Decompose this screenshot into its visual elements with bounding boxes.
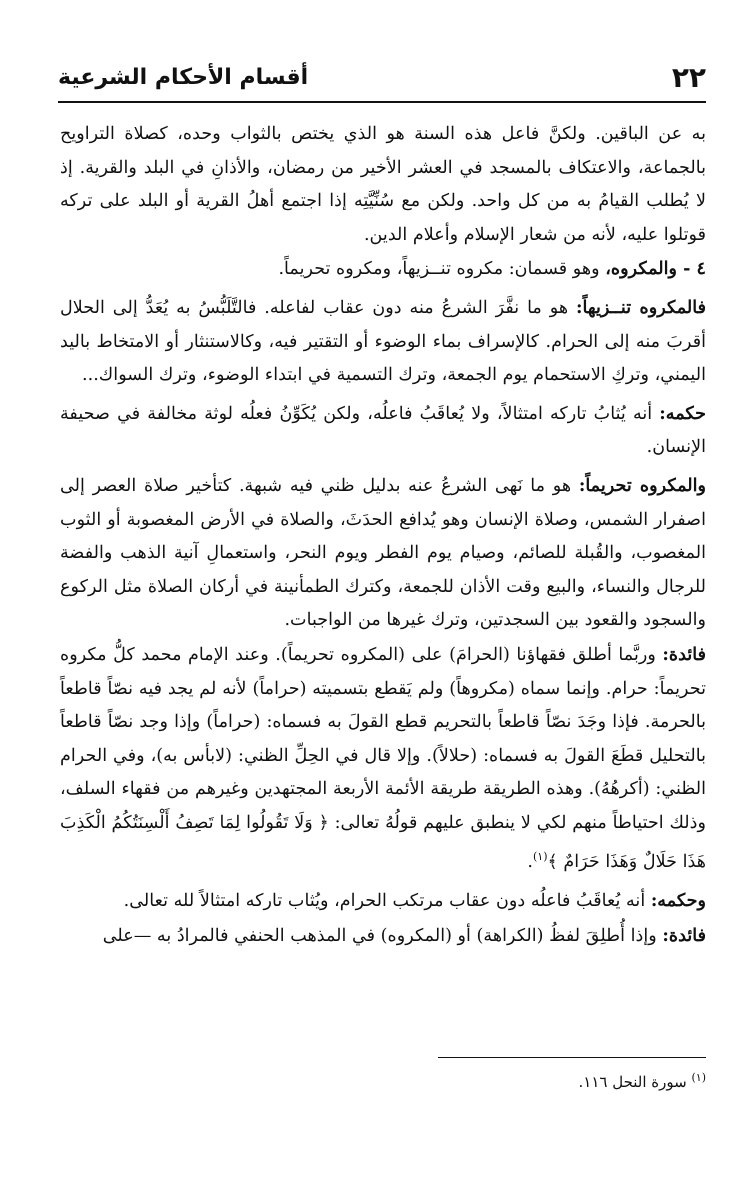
footnote-marker: (١) [691,1071,706,1084]
section-term: ٤ - والمكروه، [605,258,706,280]
paragraph: فالمكروه تنــزيهاً: هو ما نفَّرَ الشرعُ منه دون عقاب لفاعله. فالتَّلَبُّسُ به يُعَدُّ إلى الحلال أقربَ منه إلى الحرام. كالإسراف بماء الوضوء أو التقتير فيه، وكالاستنثار أو الامتخاط باليد اليمني، وتركِ الاستحمام يوم الجمعة، وترك التسمية في ابتداء الوضوء، وترك السواك... [60,296,706,386]
paragraph: والمكروه تحريماً: هو ما نَهى الشرعُ عنه بدليل ظني فيه شبهة. كتأخير صلاة العصر إلى اصفرار الشمس، وصلاة الإنسان وهو يُدافع الحدَثَ، والصلاة في الأرض المغصوبة أو الثوب المغصوب، والقُبلة للصائم، وصيام يوم الفطر ويوم النحر، واستعمالِ آنية الذهب والفضة للرجال والنساء، والبيع وقت الأذان للجمعة، وكترك الطمأنينة في أركان الصلاة مثل الركوع والسجود والقعود بين السجدتين، وترك غيرها من الواجبات. [60,474,706,631]
page-number: ٢٢ [671,60,706,94]
section-term: فالمكروه تنــزيهاً: [576,296,706,318]
paragraph: به عن الباقين. ولكنَّ فاعل هذه السنة هو الذي يختص بالثواب وحده، كصلاة التراويح بالجماعة، والاعتكاف بالمسجد في العشر الأخير من رمضان، والأذانِ في البلد والقرية. إذ لا يُطلب القيامُ به من كل واحد. ولكن مع سُنِّيَّتِه إذا اجتمع أهلُ القرية أو البلد على تركه قوتلوا عليه، لأنه من شعار الإسلام وأعلام الدين. [60,124,706,245]
section-term: والمكروه تحريماً: [578,474,706,496]
footnote [60,1066,706,1094]
paragraph: فائدة: وإذا أُطلِقَ لفظُ (الكراهة) أو (المكروه) في المذهب الحنفي فالمرادُ به —على [102,924,706,946]
paragraph: ٤ - والمكروه، وهو قسمان: مكروه تنــزيهاً، ومكروه تحريماً. [278,258,706,280]
header-divider [58,101,706,103]
paragraph: وحكمه: أنه يُعاقَبُ فاعلُه دون عقاب مرتكب الحرام، ويُثاب تاركه امتثالاً لله تعالى. [123,889,706,911]
running-title: أقسام الأحكام الشرعية [58,64,309,90]
page-body [60,118,706,953]
section-term: فائدة: [662,924,706,946]
section-term: وحكمه: [650,889,706,911]
paragraph: فائدة: وربَّما أطلق فقهاؤنا (الحرامَ) على (المكروه تحريماً). وعند الإمام محمد كلُّ مكروه تحريماً: حرام. وإنما سماه (مكروهاً) ولم يَقطع بتسميته (حراماً) لأنه لم يجد فيه نصّاً قاطعاً بالحرمة. فإذا وجَدَ نصّاً قاطعاً بالتحريم قطع القولَ به فسماه: (حراماً) وإذا وجد نصّاً قاطعاً بالتحليل قطَعَ القولَ به فسماه: (حلالاً). وإلا قال في الحِلِّ الظني: (لابأس به)، وفي الحرام الظني: (أكرهُهُ). وهذه الطريقة طريقة الأئمة الأربعة المجتهدين وغيرهم من فقهاء السلف، وذلك احتياطاً منهم لكي لا ينطبق عليهم قولُهُ تعالى: ﴿ وَلَا تَقُولُوا لِمَا تَصِفُ أَلْسِنَتُكُمُ الْكَذِبَ هَذَا حَلَالٌ وَهَذَا حَرَامٌ ﴾$^{(١)}$. [60,643,706,873]
page-header [58,55,706,99]
paragraph: حكمه: أنه يُثابُ تاركه امتثالاً، ولا يُعاقَبُ فاعلُه، ولكن يُكَوِّنُ فعلُه لوثة مخالفة في صحيفة الإنسان. [60,402,706,458]
footnote-divider [438,1057,706,1058]
footnote-text: سورة النحل ١١٦. [578,1073,687,1091]
section-term: فائدة: [662,643,706,665]
footnote-ref: (١) [532,850,548,864]
section-term: حكمه: [659,402,706,424]
